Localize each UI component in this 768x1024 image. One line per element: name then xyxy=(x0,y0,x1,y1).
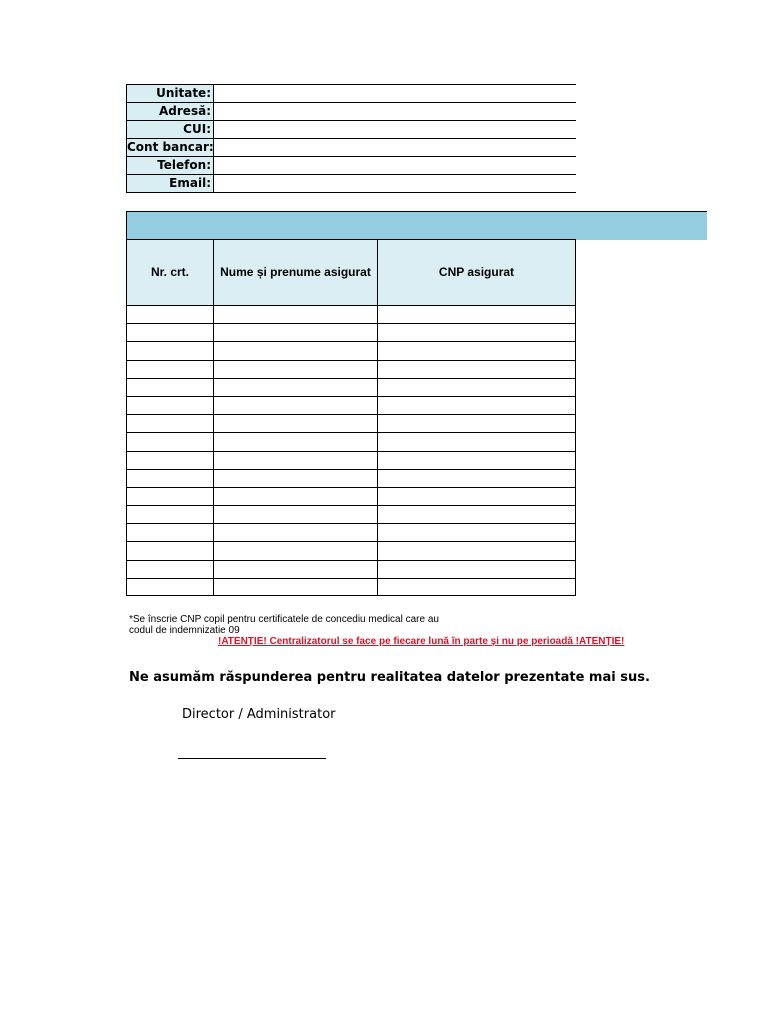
table-body xyxy=(126,305,576,596)
table-row xyxy=(126,341,576,359)
footnote-cnp: *Se înscrie CNP copil pentru certificatele de concediu medical care au codul de indemnizatie 09 xyxy=(129,614,439,636)
cell-name[interactable] xyxy=(213,323,377,341)
cell-cnp[interactable] xyxy=(377,560,576,578)
cell-name[interactable] xyxy=(213,487,377,505)
cell-nr-crt[interactable] xyxy=(126,341,213,359)
email-field[interactable] xyxy=(214,175,576,192)
info-row-bank xyxy=(126,138,576,156)
insured-table xyxy=(126,239,576,596)
table-row xyxy=(126,396,576,414)
cell-cnp[interactable] xyxy=(377,432,576,450)
cell-name[interactable] xyxy=(213,578,377,596)
cell-nr-crt[interactable] xyxy=(126,505,213,523)
cell-nr-crt[interactable] xyxy=(126,414,213,432)
cell-nr-crt[interactable] xyxy=(126,360,213,378)
cell-cnp[interactable] xyxy=(377,469,576,487)
cell-name[interactable] xyxy=(213,396,377,414)
header-name: Nume și prenume asigurat xyxy=(213,239,377,305)
header-cnp: CNP asigurat xyxy=(377,239,576,305)
unit-label: Unitate: xyxy=(126,85,214,102)
cell-cnp[interactable] xyxy=(377,378,576,396)
cell-cnp[interactable] xyxy=(377,396,576,414)
header-nr-crt: Nr. crt. xyxy=(126,239,213,305)
signer-title: Director / Administrator xyxy=(182,707,336,722)
cell-name[interactable] xyxy=(213,451,377,469)
cell-cnp[interactable] xyxy=(377,305,576,323)
table-row xyxy=(126,541,576,559)
table-row xyxy=(126,487,576,505)
cell-name[interactable] xyxy=(213,414,377,432)
cell-name[interactable] xyxy=(213,432,377,450)
cell-nr-crt[interactable] xyxy=(126,487,213,505)
cell-nr-crt[interactable] xyxy=(126,396,213,414)
cell-cnp[interactable] xyxy=(377,414,576,432)
cell-name[interactable] xyxy=(213,305,377,323)
cell-name[interactable] xyxy=(213,541,377,559)
cui-label: CUI: xyxy=(126,121,214,138)
table-row xyxy=(126,360,576,378)
cell-name[interactable] xyxy=(213,523,377,541)
cell-nr-crt[interactable] xyxy=(126,378,213,396)
info-row-phone xyxy=(126,156,576,174)
cell-cnp[interactable] xyxy=(377,341,576,359)
cell-nr-crt[interactable] xyxy=(126,469,213,487)
cell-cnp[interactable] xyxy=(377,451,576,469)
cell-cnp[interactable] xyxy=(377,323,576,341)
cell-cnp[interactable] xyxy=(377,487,576,505)
cell-cnp[interactable] xyxy=(377,541,576,559)
cell-name[interactable] xyxy=(213,360,377,378)
warning-text: !ATENȚIE! Centralizatorul se face pe fiecare lună în parte și nu pe perioadă !ATENȚIE! xyxy=(218,636,625,647)
address-label: Adresă: xyxy=(126,103,214,120)
info-row-unit xyxy=(126,84,576,102)
phone-field[interactable] xyxy=(214,157,576,174)
table-row xyxy=(126,578,576,596)
info-table xyxy=(126,84,576,193)
title-band xyxy=(126,211,707,240)
table-row xyxy=(126,505,576,523)
cell-nr-crt[interactable] xyxy=(126,451,213,469)
cell-cnp[interactable] xyxy=(377,360,576,378)
table-row xyxy=(126,305,576,323)
cell-name[interactable] xyxy=(213,341,377,359)
cell-name[interactable] xyxy=(213,560,377,578)
phone-label: Telefon: xyxy=(126,157,214,174)
cell-cnp[interactable] xyxy=(377,505,576,523)
warning-clip xyxy=(126,636,625,650)
cell-name[interactable] xyxy=(213,505,377,523)
cell-nr-crt[interactable] xyxy=(126,523,213,541)
cell-name[interactable] xyxy=(213,469,377,487)
bank-account-label: Cont bancar: xyxy=(127,140,214,154)
table-row xyxy=(126,414,576,432)
table-row xyxy=(126,378,576,396)
unit-field[interactable] xyxy=(214,85,576,102)
cell-name[interactable] xyxy=(213,378,377,396)
table-row xyxy=(126,469,576,487)
cell-nr-crt[interactable] xyxy=(126,432,213,450)
email-label: Email: xyxy=(126,175,214,192)
info-row-address xyxy=(126,102,576,120)
responsibility-statement: Ne asumăm răspunderea pentru realitatea datelor prezentate mai sus. xyxy=(129,670,650,685)
table-row xyxy=(126,432,576,450)
cell-cnp[interactable] xyxy=(377,523,576,541)
cell-nr-crt[interactable] xyxy=(126,578,213,596)
address-field[interactable] xyxy=(214,103,576,120)
cui-field[interactable] xyxy=(214,121,576,138)
info-row-cui xyxy=(126,120,576,138)
table-header-row xyxy=(126,239,576,305)
table-row xyxy=(126,560,576,578)
info-row-email xyxy=(126,174,576,193)
cell-cnp[interactable] xyxy=(377,578,576,596)
cell-nr-crt[interactable] xyxy=(126,541,213,559)
cell-nr-crt[interactable] xyxy=(126,323,213,341)
table-row xyxy=(126,451,576,469)
cell-nr-crt[interactable] xyxy=(126,305,213,323)
cell-nr-crt[interactable] xyxy=(126,560,213,578)
table-row xyxy=(126,523,576,541)
bank-account-field[interactable] xyxy=(214,139,576,156)
signature-line[interactable] xyxy=(178,750,326,759)
table-row xyxy=(126,323,576,341)
